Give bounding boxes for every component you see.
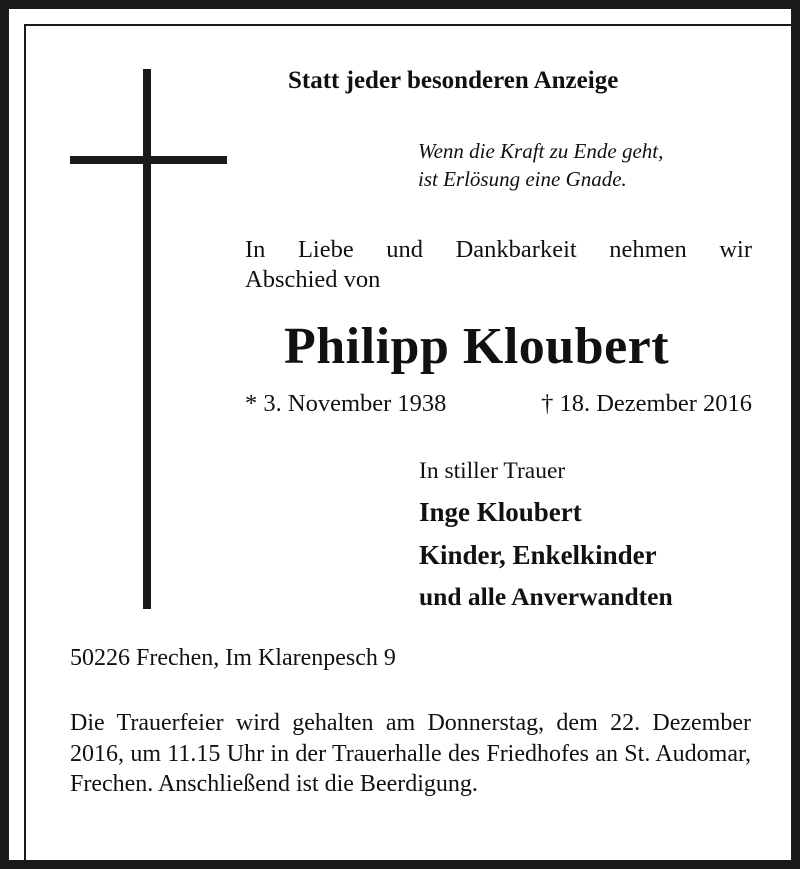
intro-text	[245, 235, 752, 295]
mourner-2: Kinder, Enkelkinder	[419, 540, 657, 570]
intro-line-1: In Liebe und Dankbarkeit nehmen wir	[245, 236, 752, 263]
deceased-name: Philipp Kloubert	[284, 318, 670, 375]
motto-line-2: ist Erlösung eine Gnade.	[418, 167, 627, 191]
intro-line-2: Abschied von	[245, 266, 381, 293]
cross-vertical-bar	[143, 69, 151, 609]
birth-date: * 3. November 1938	[245, 390, 447, 417]
family-address: 50226 Frechen, Im Klarenpesch 9	[70, 645, 396, 671]
motto-quote	[418, 137, 733, 193]
mourner-1: Inge Kloubert	[419, 497, 582, 527]
funeral-details: Die Trauerfeier wird gehalten am Donnerstag, dem 22. Dezember 2016, um 11.15 Uhr in der Trauerhalle des Friedhofes an St. Audomar, Frechen. Anschließend ist die Beerdigung.	[70, 710, 751, 797]
motto-line-1: Wenn die Kraft zu Ende geht,	[418, 139, 664, 163]
death-date: † 18. Dezember 2016	[541, 390, 752, 417]
mourner-3: und alle Anverwandten	[419, 582, 673, 611]
notice-headline: Statt jeder besonderen Anzeige	[288, 67, 619, 94]
life-dates	[245, 390, 752, 418]
cross-horizontal-bar	[70, 156, 227, 164]
mourning-label: In stiller Trauer	[419, 458, 566, 484]
